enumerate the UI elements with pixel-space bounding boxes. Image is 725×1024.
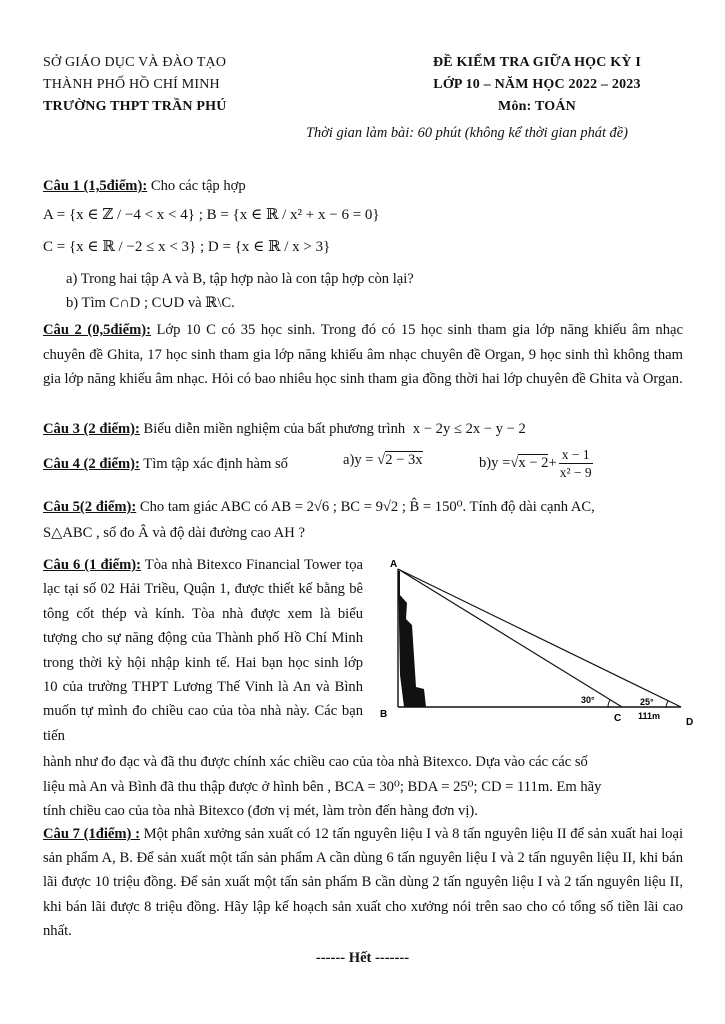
angle-d-label: 25° [640, 697, 654, 707]
time-note: Thời gian làm bài: 60 phút (không kể thời gian phát đề) [306, 125, 628, 141]
q4-func-a-radicand: 2 − 3x [385, 452, 423, 468]
q4-func-b-prefix: b)y = [479, 454, 511, 471]
point-a-label: A [390, 559, 398, 570]
q4-func-b [479, 443, 595, 483]
q6-line-b: liệu mà An và Bình đã thu thập được ở hình bên , BCA = 30⁰; BDA = 25⁰; CD = 111m. Em hãy [43, 779, 602, 795]
exam-title: ĐỀ KIỂM TRA GIỮA HỌC KỲ I [432, 55, 642, 70]
q3-inequality: x − 2y ≤ 2x − y − 2 [412, 421, 526, 437]
q5-line1 [43, 497, 595, 517]
subject: Môn: TOÁN [498, 99, 576, 114]
q6-label: Câu 6 (1 điểm): [43, 557, 142, 573]
q7-label: Câu 7 (1điểm) : [43, 826, 140, 842]
q7-block [43, 822, 683, 943]
q4-func-a [343, 452, 423, 469]
q3-line [43, 419, 526, 439]
q1-label: Câu 1 (1,5điểm): [43, 178, 148, 194]
q2-block [43, 318, 683, 392]
q1-sets-cd: C = {x ∈ ℝ / −2 ≤ x < 3} ; D = {x ∈ ℝ / x > 3} [43, 239, 331, 255]
q5-text1: Cho tam giác ABC có AB = 2√6 ; BC = 9√2 ; B̂ = 150⁰. Tính độ dài cạnh AC, [139, 499, 595, 515]
line-ad [398, 569, 681, 707]
city-name: THÀNH PHỐ HỒ CHÍ MINH [43, 77, 220, 92]
building-figure [376, 555, 696, 727]
grade-year: LỚP 10 – NĂM HỌC 2022 – 2023 [433, 77, 641, 92]
q7-text: Một phân xưởng sản xuất có 12 tấn nguyên liệu I và 8 tấn nguyên liệu II để sản xuất hai loại sản phẩm A, B. Để sản xuất một tấn sản phẩm A cần dùng 6 tấn nguyên liệu I và 2 tấn nguyên liệu II, khi bán lãi được 10 triệu đồng. Để sản xuất một tấn sản phẩm B cần dùng 2 tấn nguyên liệu I và 2 tấn nguyên liệu II, khi bán lãi được 8 triệu đồng. Hãy lập kế hoạch sản xuất cho xưởng nói trên sao cho có tổng số tiền lãi cao nhất. [43, 826, 683, 939]
q4-numerator: x − 1 [559, 446, 593, 464]
q4-func-a-prefix: a)y = [343, 452, 378, 468]
q1-sets-ab: A = {x ∈ ℤ / −4 < x < 4} ; B = {x ∈ ℝ / x² + x − 6 = 0} [43, 207, 380, 223]
building-silhouette [398, 571, 426, 707]
angle-d-arc [666, 701, 668, 707]
q4-text: Tìm tập xác định hàm số [143, 456, 288, 472]
q4-func-b-plus: + [548, 454, 557, 471]
angle-c-arc [608, 700, 610, 707]
q6-col-text: Tòa nhà Bitexco Financial Tower tọa lạc tại số 02 Hải Triều, Quận 1, được thiết kế bằng bê tông cốt thép và kính. Tòa nhà được xem là biểu tượng cho sự năng động của Thành phố Hồ Chí Minh trong thời kỳ hội nhập kinh tế. Hai bạn học sinh lớp 10 của trường THPT Lương Thế Vinh là An và Bình muốn tự mình đo chiều cao của tòa nhà này. Các bạn tiến [43, 557, 363, 744]
q3-text: Biểu diễn miền nghiệm của bất phương trình [143, 421, 406, 437]
q4-denominator: x² − 9 [559, 464, 592, 480]
q2-label: Câu 2 (0,5điểm): [43, 322, 151, 338]
header-left [43, 52, 303, 118]
sqrt-sign: √ [510, 454, 519, 471]
point-c-label: C [614, 713, 622, 724]
q1-part-a: a) Trong hai tập A và B, tập hợp nào là con tập hợp còn lại? [66, 271, 414, 287]
school-name: TRƯỜNG THPT TRẦN PHÚ [43, 99, 227, 114]
q1-intro: Cho các tập hợp [150, 178, 246, 194]
point-d-label: D [686, 717, 694, 727]
angle-c-label: 30° [581, 695, 595, 705]
q2-text: Lớp 10 C có 35 học sinh. Trong đó có 15 học sinh tham gia lớp năng khiếu âm nhạc chuyên đề Ghita, 17 học sinh tham gia lớp năng khiếu âm nhạc chuyên đề Organ, 9 học sinh thì không tham gia lớp năng khiếu âm nhạc. Hỏi có bao nhiêu học sinh tham gia đồng thời hai lớp chuyên đề Ghita và Organ. [43, 322, 683, 387]
q5-label: Câu 5(2 điểm): [43, 499, 137, 515]
q3-label: Câu 3 (2 điểm): [43, 421, 140, 437]
q6-column [43, 553, 363, 748]
cd-length-label: 111m [638, 711, 661, 721]
q6-line-a: hành như đo đạc và đã thu được chính xác chiều cao của tòa nhà Bitexco. Dựa vào các các số [43, 754, 588, 770]
q1-part-b: b) Tìm C∩D ; C∪D và ℝ\C. [66, 295, 235, 311]
q6-line-c: tính chiều cao của tòa nhà Bitexco (đơn vị mét, làm tròn đến hàng đơn vị). [43, 803, 478, 819]
q4-fraction [557, 446, 595, 481]
point-b-label: B [380, 709, 388, 720]
sqrt-sign: √ [377, 452, 386, 468]
header-right [392, 52, 682, 118]
department-name: SỞ GIÁO DỤC VÀ ĐÀO TẠO [43, 55, 227, 70]
q4-line [43, 454, 288, 474]
q1-heading [43, 176, 246, 196]
line-ac [398, 569, 622, 707]
end-marker: ------ Hết ------- [315, 950, 410, 966]
q4-label: Câu 4 (2 điểm): [43, 456, 140, 472]
q5-line2: S△ABC , số đo Â và độ dài đường cao AH ? [43, 525, 305, 541]
q4-func-b-radicand: x − 2 [518, 455, 549, 471]
